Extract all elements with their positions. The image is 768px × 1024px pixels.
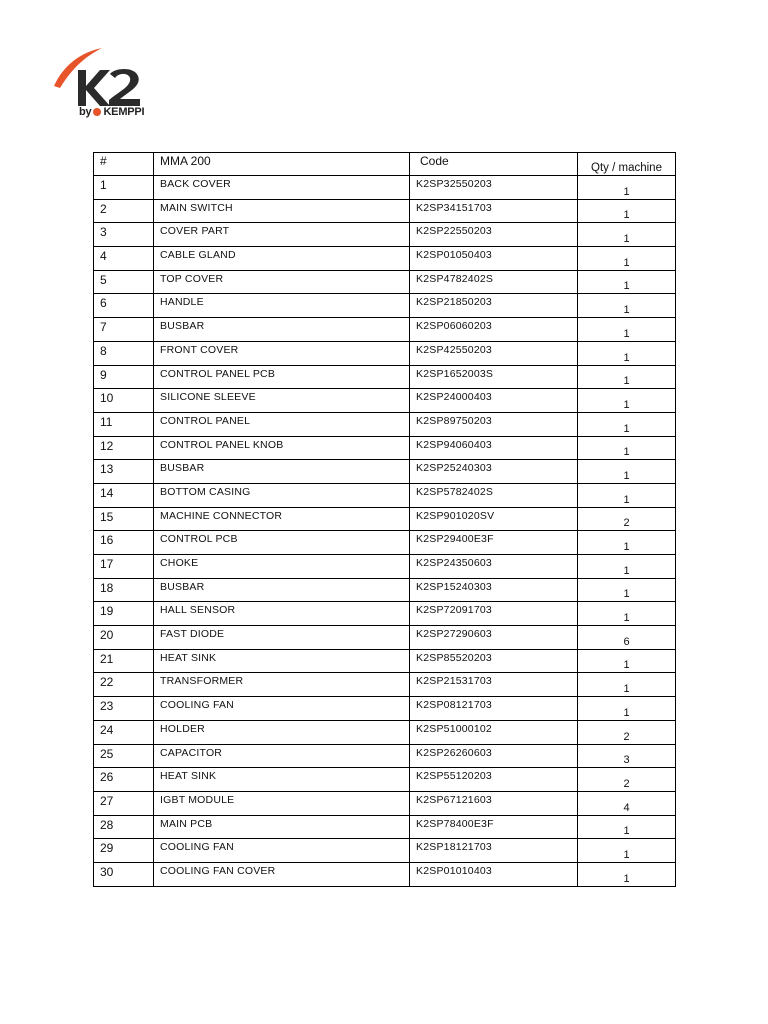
row-number: 30 [94,862,154,886]
row-number: 14 [94,483,154,507]
part-qty: 1 [578,176,676,200]
table-row [94,791,676,815]
table-row [94,815,676,839]
part-name: CONTROL PCB [154,531,410,555]
row-number: 16 [94,531,154,555]
part-qty: 2 [578,720,676,744]
logo-byline-brand: KEMPPI [103,106,145,118]
part-qty: 3 [578,744,676,768]
part-qty: 1 [578,436,676,460]
parts-table-body [94,176,676,887]
part-code: K2SP01010403 [410,862,578,886]
part-name: HANDLE [154,294,410,318]
part-code: K2SP01050403 [410,247,578,271]
part-qty: 1 [578,247,676,271]
row-number: 27 [94,791,154,815]
part-qty: 2 [578,507,676,531]
row-number: 15 [94,507,154,531]
k2-kemppi-logo [52,44,152,124]
row-number: 24 [94,720,154,744]
part-code: K2SP26260603 [410,744,578,768]
row-number: 5 [94,270,154,294]
row-number: 11 [94,412,154,436]
part-name: HEAT SINK [154,768,410,792]
part-qty: 1 [578,673,676,697]
table-row [94,341,676,365]
table-row [94,555,676,579]
part-code: K2SP27290603 [410,626,578,650]
part-name: FAST DIODE [154,626,410,650]
table-row [94,862,676,886]
part-name: COOLING FAN [154,839,410,863]
part-name: HALL SENSOR [154,602,410,626]
row-number: 18 [94,578,154,602]
part-name: BUSBAR [154,578,410,602]
part-qty: 1 [578,412,676,436]
part-code: K2SP22550203 [410,223,578,247]
table-row [94,578,676,602]
table-row [94,460,676,484]
part-code: K2SP06060203 [410,318,578,342]
table-row [94,436,676,460]
part-name: BUSBAR [154,460,410,484]
table-row [94,223,676,247]
table-row [94,507,676,531]
header-qty: Qty / machine [578,153,676,176]
part-name: BUSBAR [154,318,410,342]
part-code: K2SP94060403 [410,436,578,460]
row-number: 8 [94,341,154,365]
table-row [94,389,676,413]
part-qty: 1 [578,815,676,839]
part-qty: 1 [578,578,676,602]
part-qty: 2 [578,768,676,792]
logo-byline-prefix: by [79,106,92,118]
table-row [94,626,676,650]
logo-letter-2 [109,69,140,106]
part-code: K2SP24000403 [410,389,578,413]
row-number: 25 [94,744,154,768]
table-row [94,412,676,436]
part-qty: 1 [578,839,676,863]
row-number: 3 [94,223,154,247]
part-qty: 1 [578,602,676,626]
part-name: SILICONE SLEEVE [154,389,410,413]
part-qty: 6 [578,626,676,650]
table-row [94,483,676,507]
row-number: 17 [94,555,154,579]
part-qty: 1 [578,318,676,342]
part-qty: 1 [578,365,676,389]
part-code: K2SP34151703 [410,199,578,223]
header-num: # [94,153,154,176]
row-number: 19 [94,602,154,626]
row-number: 28 [94,815,154,839]
table-row [94,720,676,744]
part-name: CAPACITOR [154,744,410,768]
row-number: 21 [94,649,154,673]
table-row [94,199,676,223]
table-row [94,649,676,673]
part-code: K2SP72091703 [410,602,578,626]
table-row [94,602,676,626]
part-qty: 1 [578,294,676,318]
header-code: Code [410,153,578,176]
part-name: FRONT COVER [154,341,410,365]
part-qty: 1 [578,531,676,555]
part-code: K2SP901020SV [410,507,578,531]
part-code: K2SP08121703 [410,697,578,721]
part-qty: 1 [578,649,676,673]
part-name: IGBT MODULE [154,791,410,815]
row-number: 1 [94,176,154,200]
part-code: K2SP85520203 [410,649,578,673]
row-number: 7 [94,318,154,342]
part-name: MAIN SWITCH [154,199,410,223]
table-row [94,744,676,768]
part-code: K2SP78400E3F [410,815,578,839]
table-row [94,365,676,389]
part-code: K2SP29400E3F [410,531,578,555]
logo-byline [79,106,144,118]
part-code: K2SP25240303 [410,460,578,484]
part-name: TOP COVER [154,270,410,294]
table-row [94,294,676,318]
part-name: TRANSFORMER [154,673,410,697]
part-name: MACHINE CONNECTOR [154,507,410,531]
part-code: K2SP21850203 [410,294,578,318]
part-name: BACK COVER [154,176,410,200]
row-number: 9 [94,365,154,389]
part-code: K2SP42550203 [410,341,578,365]
row-number: 6 [94,294,154,318]
table-row [94,176,676,200]
part-code: K2SP32550203 [410,176,578,200]
header-model: MMA 200 [154,153,410,176]
part-qty: 1 [578,270,676,294]
part-qty: 1 [578,697,676,721]
part-qty: 1 [578,555,676,579]
row-number: 29 [94,839,154,863]
part-name: CONTROL PANEL PCB [154,365,410,389]
part-qty: 1 [578,199,676,223]
part-qty: 1 [578,223,676,247]
part-name: CONTROL PANEL KNOB [154,436,410,460]
row-number: 26 [94,768,154,792]
part-qty: 1 [578,483,676,507]
row-number: 13 [94,460,154,484]
part-qty: 1 [578,389,676,413]
part-qty: 1 [578,460,676,484]
row-number: 23 [94,697,154,721]
part-code: K2SP55120203 [410,768,578,792]
part-code: K2SP51000102 [410,720,578,744]
part-code: K2SP24350603 [410,555,578,579]
table-row [94,839,676,863]
table-row [94,673,676,697]
part-code: K2SP18121703 [410,839,578,863]
row-number: 4 [94,247,154,271]
part-name: COVER PART [154,223,410,247]
part-code: K2SP67121603 [410,791,578,815]
logo-letter-k [78,70,110,106]
table-row [94,247,676,271]
parts-table [93,152,676,887]
part-qty: 1 [578,341,676,365]
part-code: K2SP15240303 [410,578,578,602]
part-name: CONTROL PANEL [154,412,410,436]
table-row [94,531,676,555]
table-header-row [94,153,676,176]
row-number: 22 [94,673,154,697]
table-row [94,768,676,792]
part-name: HEAT SINK [154,649,410,673]
part-name: CABLE GLAND [154,247,410,271]
part-name: COOLING FAN COVER [154,862,410,886]
part-name: COOLING FAN [154,697,410,721]
part-name: HOLDER [154,720,410,744]
row-number: 20 [94,626,154,650]
part-name: BOTTOM CASING [154,483,410,507]
row-number: 12 [94,436,154,460]
part-name: MAIN PCB [154,815,410,839]
part-code: K2SP89750203 [410,412,578,436]
part-code: K2SP21531703 [410,673,578,697]
row-number: 2 [94,199,154,223]
row-number: 10 [94,389,154,413]
kemppi-mark-icon [93,108,101,116]
part-qty: 1 [578,862,676,886]
table-row [94,318,676,342]
part-qty: 4 [578,791,676,815]
part-code: K2SP4782402S [410,270,578,294]
part-code: K2SP5782402S [410,483,578,507]
table-row [94,697,676,721]
part-name: CHOKE [154,555,410,579]
table-row [94,270,676,294]
part-code: K2SP1652003S [410,365,578,389]
